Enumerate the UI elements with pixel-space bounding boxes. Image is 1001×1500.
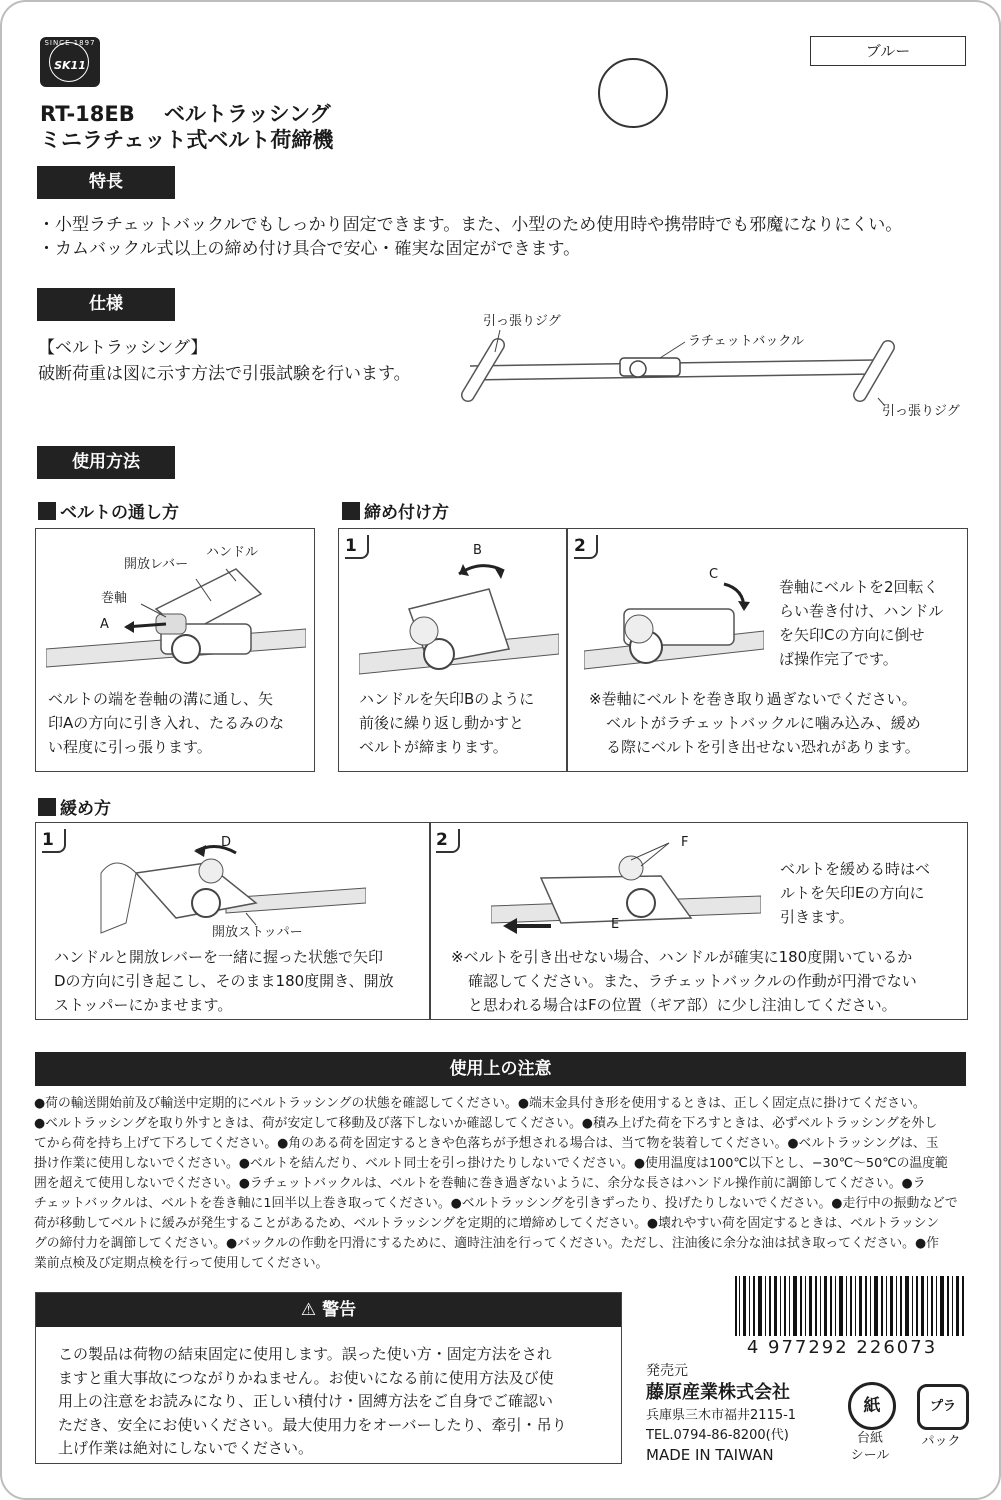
threading-title [38, 498, 179, 523]
step-number: 1 [345, 535, 369, 559]
panel-divider [429, 823, 431, 1019]
tightening-panel [338, 528, 968, 772]
section-marker [342, 502, 360, 520]
feature-item-1: ・小型ラチェットバックルでもしっかり固定できます。また、小型のため使用時や携帯時でも邪魔になりにくい。 [38, 215, 903, 235]
warning-line: ますと重大事故につながりかねません。お使いになる前に使用方法及び使 [58, 1368, 554, 1387]
spec-heading: 仕様 [37, 288, 175, 321]
caution-line: グの締付力を調節してください。●バックルの作動を円滑にするために、適時注油を行ってください。ただし、注油後に余分な油は拭き取ってください。●作 [34, 1236, 939, 1251]
spec-bracket-label: 【ベルトラッシング】 [38, 338, 208, 358]
side-text-line: 引きます。 [780, 908, 854, 926]
threading-panel [35, 528, 315, 772]
label-arrow-f: F [681, 835, 689, 850]
paper-label-line: シール [850, 1448, 890, 1463]
label-arrow-e: E [611, 917, 620, 932]
usage-heading: 使用方法 [37, 446, 175, 479]
features-heading: 特長 [37, 166, 175, 199]
feature-item-2: ・カムバックル式以上の締め付け具合で安心・確実な固定ができます。 [38, 239, 581, 259]
side-text-line: らい巻き付け、ハンドル [779, 602, 944, 620]
step-number: 2 [436, 829, 460, 853]
barcode [735, 1276, 967, 1338]
product-subtitle: ミニラチェット式ベルト荷締機 [40, 128, 334, 152]
side-text-line: 巻軸にベルトを2回転く [779, 578, 939, 596]
step-number: 2 [574, 535, 598, 559]
distributor-address: 兵庫県三木市福井2115-1 [646, 1408, 797, 1423]
note-line: ベルトがラチェットバックルに噛み込み、緩め [606, 714, 921, 732]
warning-panel [35, 1292, 622, 1464]
section-marker [38, 798, 56, 816]
spec-text: 破断荷重は図に示す方法で引張試験を行います。 [38, 364, 411, 384]
warning-line: 用上の注意をお読みになり、正しい積付け・固縛方法をご自身でご確認い [58, 1392, 554, 1410]
side-text-line: ベルトを緩める時はベ [780, 860, 931, 878]
cautions-text [34, 1094, 969, 1274]
loosening-panel [35, 822, 968, 1020]
side-text-line: ルトを矢印Eの方向に [780, 884, 925, 902]
warning-line: 上げ作業は絶対にしないでください。 [58, 1439, 314, 1457]
caption-line: ベルトの端を巻軸の溝に通し、矢 [48, 690, 274, 708]
loosening-step2-note [451, 945, 917, 1017]
label-arrow-c: C [709, 567, 719, 582]
caption-line: ハンドルと開放レバーを一緒に握った状態で矢印 [54, 948, 383, 966]
diagram-label-jig-bottom: 引っ張りジグ [882, 404, 960, 419]
distributor-label: 発売元 [646, 1363, 688, 1379]
brand-logo [40, 37, 100, 87]
tightening-title-text: 締め付け方 [364, 503, 449, 523]
side-text-line: ば操作完了です。 [779, 650, 898, 668]
plastic-recycle-label: パック [921, 1434, 961, 1449]
label-arrow-a: A [100, 617, 109, 632]
warning-heading [36, 1293, 621, 1327]
caution-line: 業前点検及び定期点検を行って使用してください。 [34, 1256, 329, 1271]
label-release-stopper: 開放ストッパー [212, 925, 303, 940]
note-line: ※巻軸にベルトを巻き取り過ぎないでください。 [589, 690, 917, 708]
note-line: る際にベルトを引き出せない恐れがあります。 [606, 738, 920, 756]
warning-text [58, 1343, 567, 1461]
label-handle: ハンドル [206, 545, 259, 560]
loosening-title-text: 緩め方 [60, 799, 111, 819]
note-line: ※ベルトを引き出せない場合、ハンドルが確実に180度開いているか [451, 948, 913, 966]
cautions-heading: 使用上の注意 [35, 1052, 966, 1086]
caption-line: Dの方向に引き起こし、そのまま180度開き、開放 [54, 972, 394, 990]
loosening-title [38, 794, 111, 819]
threading-title-text: ベルトの通し方 [60, 503, 179, 523]
label-arrow-b: B [473, 543, 482, 558]
plastic-recycle-icon: プラ [917, 1384, 969, 1430]
tightening-step2-illustration [584, 569, 764, 679]
label-spool: 巻軸 [101, 591, 128, 606]
loosening-step2-illustration [491, 838, 761, 938]
caution-line: 掛け作業に使用しないでください。●ベルトを結んだり、ベルト同士を引っ掛けたりしないでください。●使用温度は100℃以下とし、−30℃〜50℃の温度範 [34, 1156, 948, 1171]
paper-recycle-label [844, 1430, 896, 1464]
warning-heading-text: 警告 [322, 1300, 357, 1320]
caption-line: 前後に繰り返し動かすと [359, 714, 525, 732]
distributor-tel: TEL.0794-86-8200(代) [646, 1428, 789, 1443]
loosening-step1-caption [54, 945, 394, 1017]
color-label: ブルー [810, 36, 966, 66]
caption-line: ハンドルを矢印Bのように [359, 690, 535, 708]
caution-line: 囲を超えて使用しないでください。●ラチェットバックルは、ベルトを巻軸に巻き過ぎないように、余分な長さはハンドル操作前に調節してください。●ラ [34, 1176, 926, 1191]
step-number: 1 [42, 829, 66, 853]
caution-line: てから荷を持ち上げて下ろしてください。●角のある荷を固定するときや色落ちが予想される場合は、当て物を装着してください。●ベルトラッシングは、玉 [34, 1136, 939, 1151]
diagram-label-jig-top: 引っ張りジグ [483, 314, 561, 329]
caution-line: 荷が移動してベルトに緩みが発生することがあるため、ベルトラッシングを定期的に増締めしてください。●壊れやすい荷を固定するときは、ベルトラッシン [34, 1216, 940, 1231]
warning-line: この製品は荷物の結束固定に使用します。誤った使い方・固定方法をされ [58, 1345, 552, 1363]
tightening-title [342, 498, 449, 523]
diagram-label-buckle: ラチェットバックル [688, 334, 804, 349]
paper-recycle-icon: 紙 [848, 1382, 896, 1430]
caption-line: 印Aの方向に引き入れ、たるみのな [48, 714, 285, 732]
section-marker [38, 502, 56, 520]
side-text-line: を矢印Cの方向に倒せ [779, 626, 925, 644]
warning-line: ただき、安全にお使いください。最大使用力をオーバーしたり、牽引・吊り [58, 1415, 567, 1434]
caution-line: ●荷の輸送開始前及び輸送中定期的にベルトラッシングの状態を確認してください。●端末金具付き形を使用するときは、正しく固定点に掛けてください。 [34, 1096, 926, 1111]
barcode-digits: 4 977292 226073 [746, 1337, 938, 1358]
product-name: ベルトラッシング [164, 102, 331, 126]
hang-hole [598, 58, 668, 128]
paper-label-line: 台紙 [856, 1431, 883, 1446]
note-line: 確認してください。また、ラチェットバックルの作動が円滑でない [468, 972, 917, 990]
warning-icon: ⚠ [300, 1300, 323, 1320]
tightening-step2-text [779, 575, 943, 671]
panel-divider [566, 529, 568, 771]
caption-line: ストッパーにかませます。 [54, 996, 233, 1014]
distributor-company: 藤原産業株式会社 [646, 1382, 790, 1403]
caution-line: チェットバックルは、ベルトを巻き軸に1回半以上巻き取ってください。●ベルトラッシングを引きずったり、投げたりしないでください。●走行中の振動などで [34, 1196, 958, 1211]
label-release-lever: 開放レバー [124, 557, 189, 572]
model-number: RT-18EB [40, 102, 135, 126]
logo-brand: SK11 [54, 59, 86, 72]
label-arrow-d: D [221, 835, 232, 850]
caption-line: い程度に引っ張ります。 [48, 738, 212, 756]
loosening-step2-text [780, 857, 930, 929]
threading-caption [48, 687, 284, 759]
tightening-step1-caption [359, 687, 534, 759]
caption-line: ベルトが締まります。 [359, 738, 508, 756]
made-in: MADE IN TAIWAN [646, 1446, 774, 1464]
tightening-step2-note [589, 687, 921, 759]
logo-since: SINCE 1897 [44, 39, 96, 47]
tightening-step1-illustration [359, 549, 559, 684]
caution-line: ●ベルトラッシングを取り外すときは、荷が安定して移動及び落下しないか確認してください。●積み上げた荷を下ろすときは、必ずベルトラッシングを外し [34, 1116, 938, 1131]
note-line: と思われる場合はFの位置（ギア部）に少し注油してください。 [468, 996, 897, 1014]
